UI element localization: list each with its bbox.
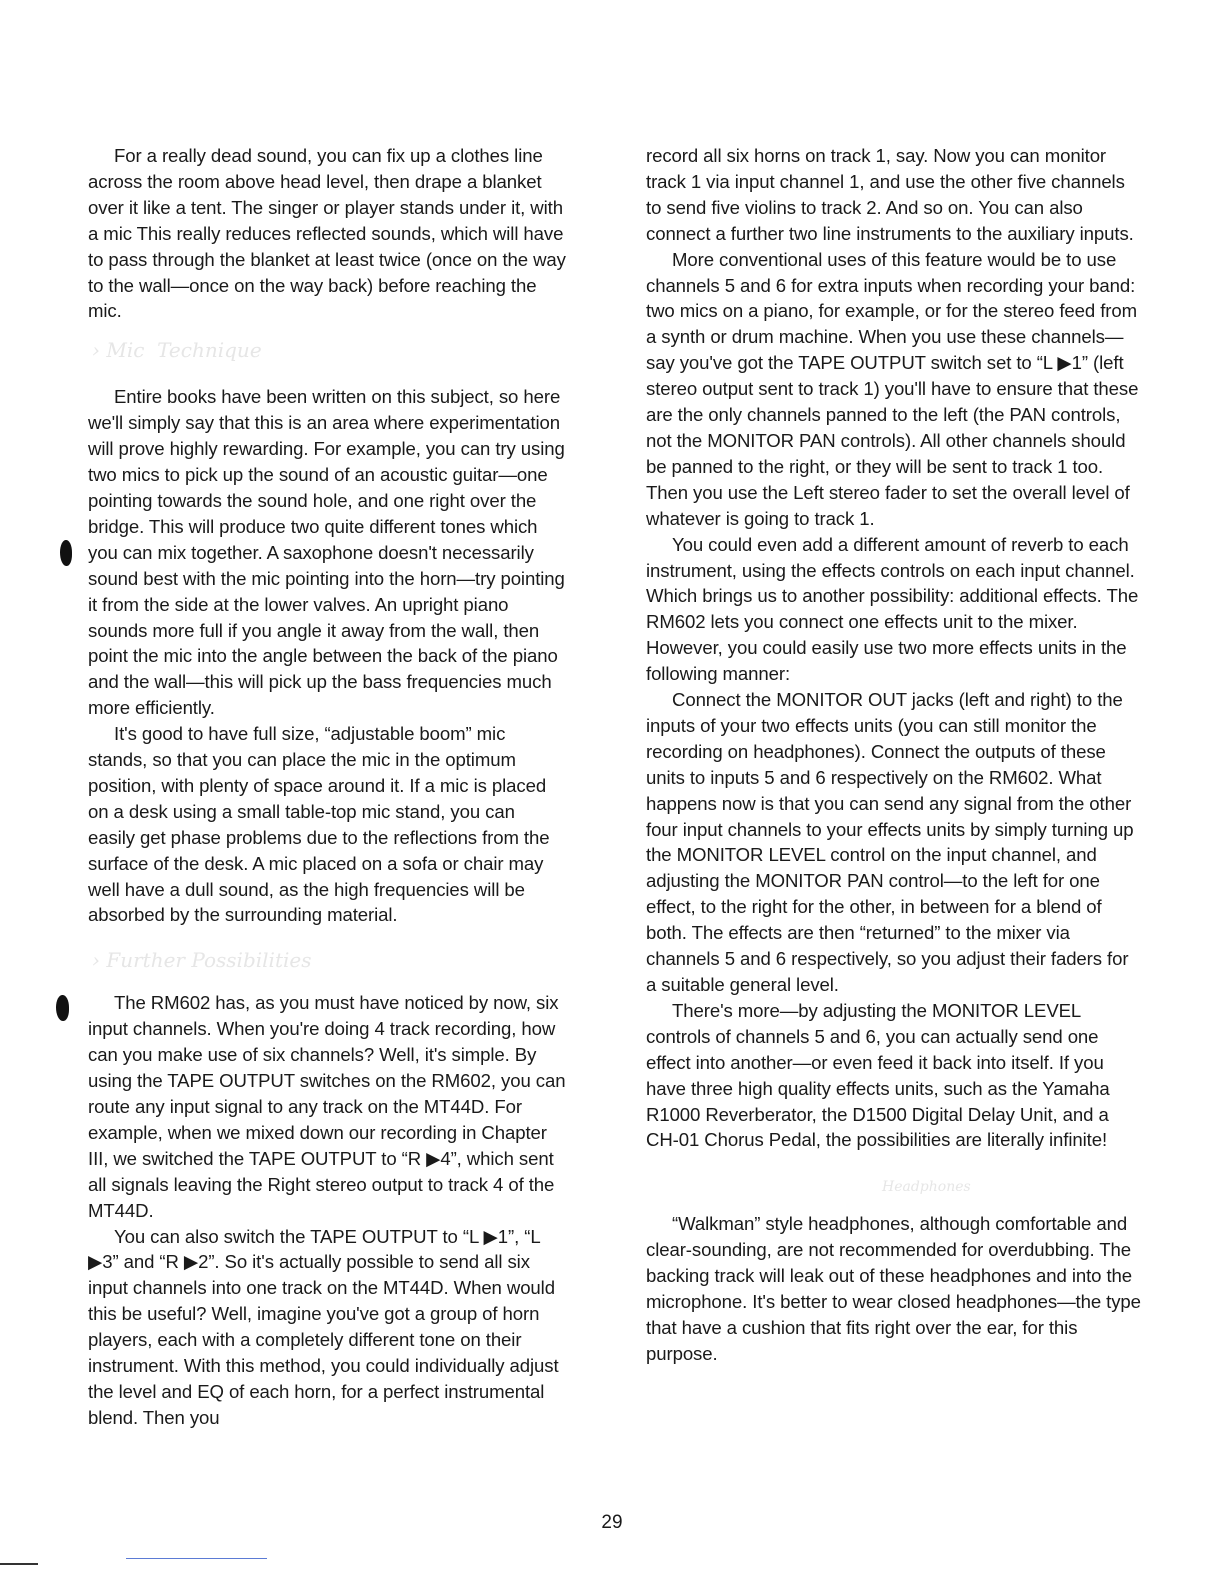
scan-blot — [60, 540, 72, 566]
faded-heading-mic-technique: › Mic Technique — [92, 338, 262, 363]
edge-mark — [0, 1563, 38, 1565]
faded-heading-headphones: Headphones — [882, 1179, 971, 1196]
paragraph-dead-sound: For a really dead sound, you can fix up a clothes line across the room above head level, then drape a blanket over it like a tent. The singer or player stands under it, with a mic This really reduces reflected sounds, which will have to pass through the blanket at least twice (once on the way to the wall—once on the way back) before reaching the mic. — [88, 145, 566, 322]
paragraph-reverb: You could even add a different amount of reverb to each instrument, using the effects controls on each input channel. Which brings us to another possibility: additional effects. The RM602 lets you connect one effects unit to the mixer. However, you could easily use two more effects units in the following manner: — [646, 533, 1139, 685]
paragraph-mic-experimentation: Entire books have been written on this subject, so here we'll simply say that this is an area where experimentation will prove highly rewarding. For example, you can try using two mics to pick up the sound of an acoustic guitar—one pointing towards the sound hole, and one right over the bridge. This will produce two quite different tones which you can mix together. A saxophone doesn't necessarily sound best with the mic pointing into the horn—try pointing it from the side at the lower valves. An upright piano sounds more full if you angle it away from the wall, then point the mic into the angle between the back of the piano and the wall—this will pick up the bass frequencies much more efficiently. — [88, 386, 565, 719]
paragraph-horns-continued: record all six horns on track 1, say. Now you can monitor track 1 via input channel 1, and use the other five channels to send five violins to track 2. And so on. You can also connect a further two line instruments to the auxiliary inputs. — [646, 145, 1134, 244]
paragraph-six-channels: The RM602 has, as you must have noticed by now, six input channels. When you're doing 4 track recording, how can you make use of six channels? Well, it's simple. By using the TAPE OUTPUT switches on the RM602, you can route any input signal to any track on the MT44D. For example, when we mixed down our recording in Chapter III, we switched the TAPE OUTPUT to “R ▶4”, which sent all signals leaving the Right stereo output to track 4 of the MT44D. — [88, 992, 566, 1221]
faded-heading-further-possibilities: › Further Possibilities — [92, 948, 312, 973]
paragraph-tape-output: You can also switch the TAPE OUTPUT to “L ▶1”, “L ▶3” and “R ▶2”. So it's actually possible to send all six input channels into one track on the MT44D. When would this be useful? Well, imagine you've got a group of horn players, each with a completely different tone on their instrument. With this method, you could individually adjust the level and EQ of each horn, for a perfect instrumental blend. Then you — [88, 1225, 559, 1428]
paragraph-mic-stands: It's good to have full size, “adjustable boom” mic stands, so that you can place the mic in the optimum position, with plenty of space around it. If a mic is placed on a desk using a small table-top mic stand, you can easily get phase problems due to the reflections from the surface of the desk. A mic placed on a sofa or chair may well have a dull sound, as the high frequencies will be absorbed by the surrounding material. — [88, 723, 550, 926]
paragraph-headphones: “Walkman” style headphones, although comfortable and clear-sounding, are not recommended for overdubbing. The backing track will leak out of these headphones and into the microphone. It's better to wear closed headphones—the type that have a cushion that fits right over the ear, for this purpose. — [646, 1213, 1141, 1364]
paragraph-conventional-uses: More conventional uses of this feature would be to use channels 5 and 6 for extra inputs when recording your band: two mics on a piano, for example, or for the stereo feed from a synth or drum machine. When you use these channels—say you've got the TAPE OUTPUT switch set to “L ▶1” (left stereo output sent to track 1) you'll have to ensure that these are the only channels panned to the left (the PAN controls, not the MONITOR PAN controls). All other channels should be panned to the right, or they will be sent to track 1 too. Then you use the Left stereo fader to set the overall level of whatever is going to track 1. — [646, 248, 1139, 529]
left-column — [88, 143, 566, 1431]
bottom-rule — [126, 1558, 267, 1559]
right-column — [646, 143, 1142, 1367]
page-number: 29 — [601, 1512, 623, 1533]
scan-blot — [56, 995, 69, 1021]
paragraph-monitor-out: Connect the MONITOR OUT jacks (left and right) to the inputs of your two effects units (you can still monitor the recording on headphones). Connect the outputs of these units to inputs 5 and 6 respectively on the RM602. What happens now is that you can send any signal from the other four input channels to your effects units by simply turning up the MONITOR LEVEL control on the input channel, and adjusting the MONITOR PAN control—to the left for one effect, to the right for the other, in between for a blend of both. The effects are then “returned” to the mixer via channels 5 and 6 respectively, so you adjust their faders for a suitable general level. — [646, 689, 1134, 995]
paragraph-more-effects: There's more—by adjusting the MONITOR LEVEL controls of channels 5 and 6, you can actually send one effect into another—or even feed it back into itself. If you have three high quality effects units, such as the Yamaha R1000 Reverberator, the D1500 Digital Delay Unit, and a CH-01 Chorus Pedal, the possibilities are literally infinite! — [646, 999, 1110, 1151]
